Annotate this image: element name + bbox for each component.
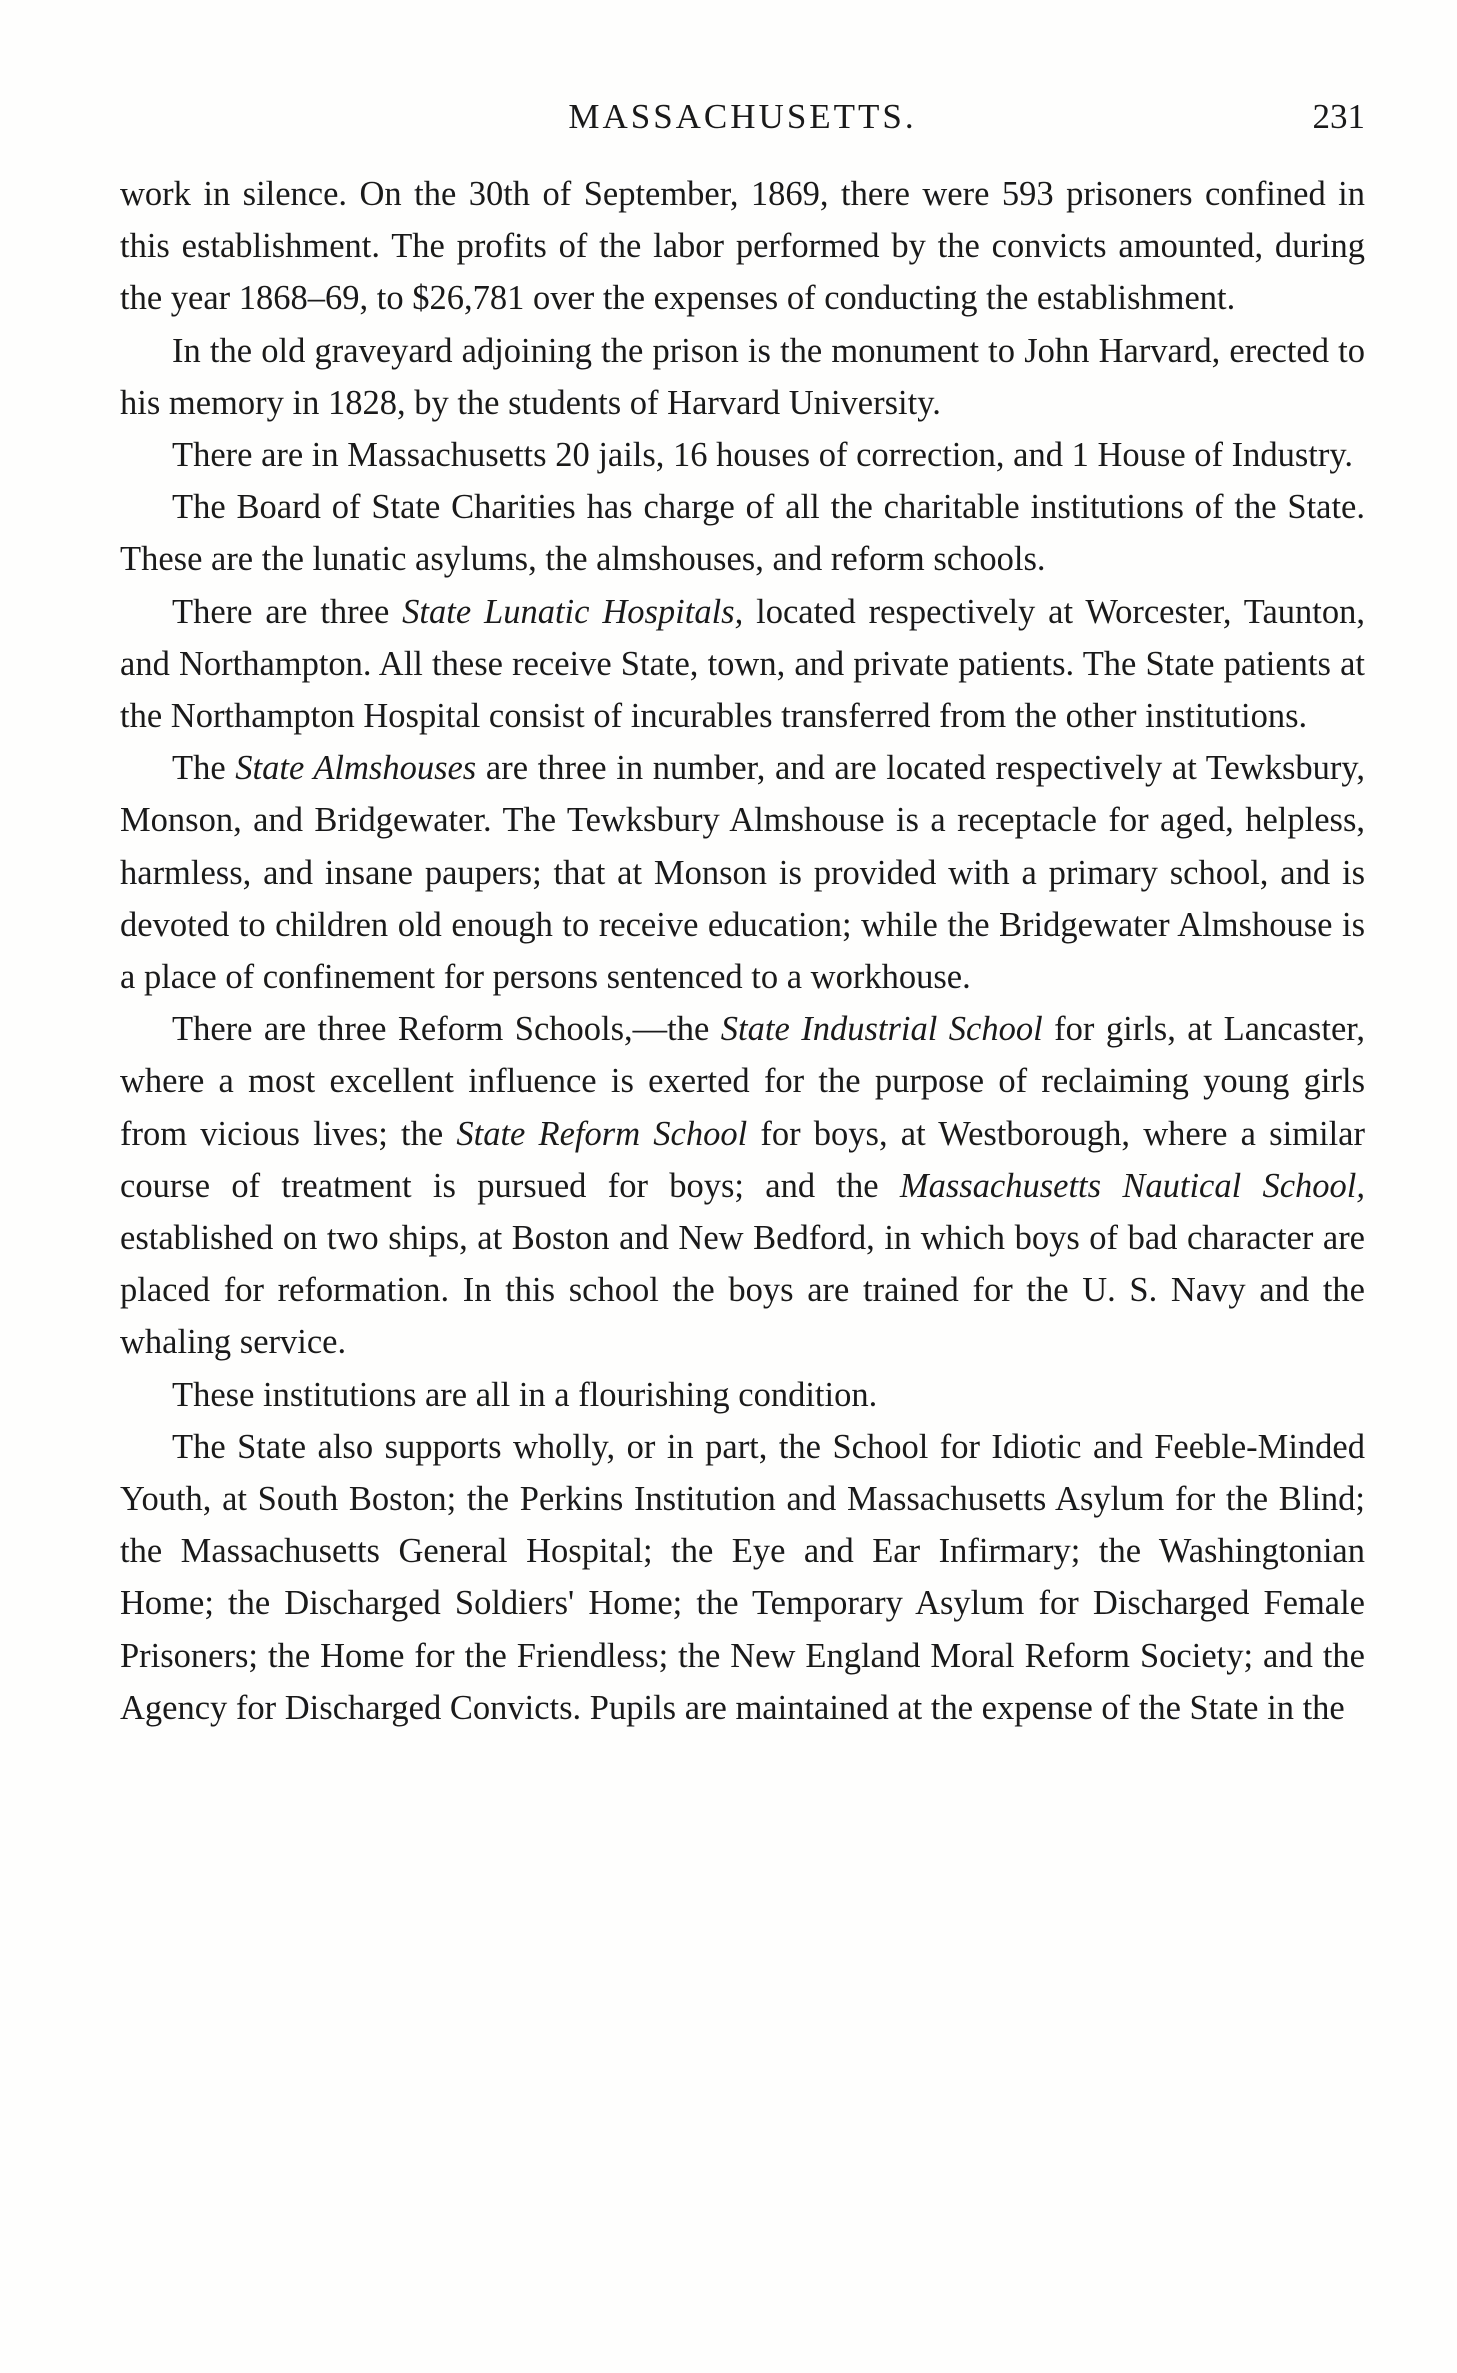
paragraph [120, 742, 1365, 1003]
paragraph [120, 429, 1365, 481]
text-run: work in silence. On the 30th of September, 1869, there were 593 prisoners confined in this establishment. The profits of the labor performed by the convicts amounted, during the year 1868–69, to $26,781 over the expenses of conducting the establishment. [120, 175, 1365, 318]
paragraph [120, 1421, 1365, 1734]
italic-text-run: Massachusetts Nautical School, [899, 1166, 1365, 1205]
text-run: In the old graveyard adjoining the prison is the monument to John Harvard, erected to his memory in 1828, by the students of Harvard University. [120, 331, 1365, 422]
paragraph [120, 168, 1365, 325]
text-run: There are in Massachusetts 20 jails, 16 houses of correction, and 1 House of Industry. [172, 436, 1354, 475]
text-run: There are three Reform Schools,—the [172, 1010, 721, 1049]
text-run: The Board of State Charities has charge of all the charitable institutions of the State. These are the lunatic asylums, the almshouses, and reform schools. [120, 488, 1365, 579]
text-run: for girls, at Lancaster, where a most excellent influence is exerted for the purpose of reclaiming young girls from vicious lives; the [120, 1010, 1365, 1153]
paragraph [120, 1003, 1365, 1368]
paragraph [120, 325, 1365, 429]
running-head [120, 92, 1365, 142]
text-run: established on two ships, at Boston and New Bedford, in which boys of bad character are placed for reformation. In this school the boys are trained for the U. S. Navy and the whaling service. [120, 1219, 1365, 1362]
italic-text-run: State Lunatic Hospitals, [402, 592, 744, 631]
italic-text-run: State Reform School [456, 1114, 748, 1153]
paragraph [120, 586, 1365, 743]
paragraph [120, 1369, 1365, 1421]
italic-text-run: State Industrial School [720, 1010, 1043, 1049]
body-text [120, 168, 1365, 1734]
page-number: 231 [1312, 97, 1365, 136]
text-run: are three in number, and are located respectively at Tewksbury, Monson, and Bridgewater. The Tewksbury Almshouse is a receptacle for aged, helpless, harmless, and insane paupers; that at Monson is provided with a primary school, and is devoted to children old enough to receive education; while the Bridgewater Almshouse is a place of confinement for persons sentenced to a workhouse. [120, 749, 1365, 997]
running-title: MASSACHUSETTS. [568, 97, 917, 136]
text-run: The [172, 749, 236, 788]
text-run: The State also supports wholly, or in part, the School for Idiotic and Feeble-Minded Youth, at South Boston; the Perkins Institution and Massachusetts Asylum for the Blind; the Massachusetts General Hospital; the Eye and Ear Infirmary; the Washingtonian Home; the Discharged Soldiers' Home; the Temporary Asylum for Discharged Female Prisoners; the Home for the Friendless; the New England Moral Reform Society; and the Agency for Discharged Convicts. Pupils are maintained at the expense of the State in the [120, 1427, 1365, 1727]
text-run: These institutions are all in a flourishing condition. [172, 1375, 878, 1414]
text-run: for boys, at Westborough, where a similar course of treatment is pursued for boys; and the [120, 1114, 1365, 1205]
text-run: located respectively at Worcester, Taunton, and Northampton. All these receive State, town, and private patients. The State patients at the Northampton Hospital consist of incurables transferred from the other institutions. [120, 592, 1365, 736]
italic-text-run: State Almshouses [235, 749, 477, 788]
text-run: There are three [172, 592, 403, 631]
paragraph [120, 481, 1365, 585]
